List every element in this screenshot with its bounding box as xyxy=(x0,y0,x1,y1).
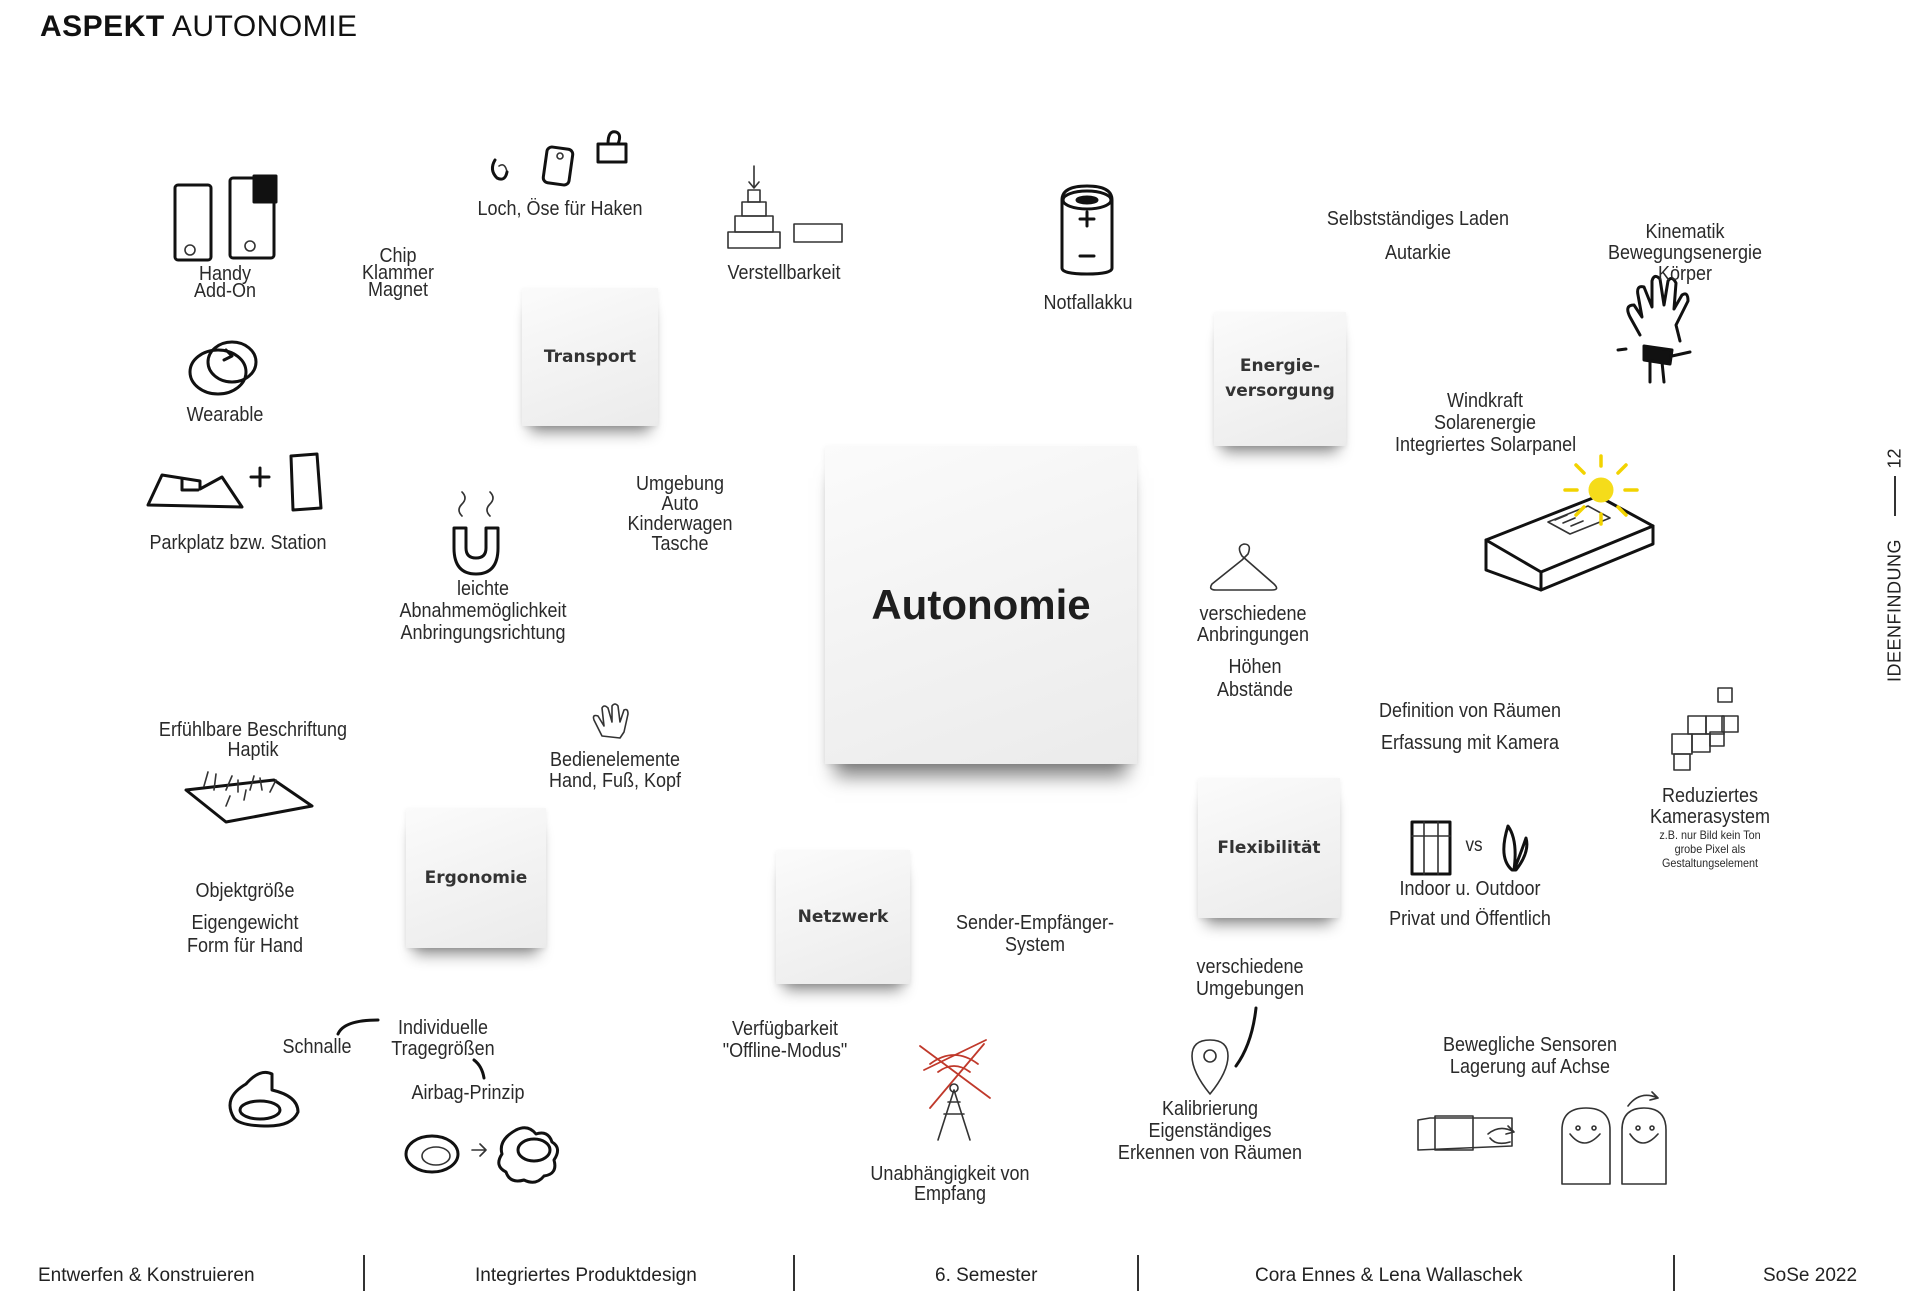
idea-kalibrierung-line1: Kalibrierung xyxy=(1161,1098,1259,1120)
idea-schnalle-text: Schnalle xyxy=(282,1036,352,1058)
category-label-netzwerk: Netzwerk xyxy=(797,906,889,927)
idea-umgebung-line2: Auto xyxy=(661,493,699,515)
idea-verstellbarkeit-text: Verstellbarkeit xyxy=(727,262,841,284)
idea-leichte-line3: Anbringungsrichtung xyxy=(400,622,566,644)
battery-sketch-icon xyxy=(1062,186,1112,274)
idea-bewegliche-line2: Lagerung auf Achse xyxy=(1449,1056,1611,1078)
idea-eigengewicht xyxy=(178,912,313,958)
idea-unabhaengigkeit-line2: Empfang xyxy=(913,1183,987,1205)
idea-indoor-text: Indoor u. Outdoor xyxy=(1399,878,1541,900)
side-divider xyxy=(1894,476,1896,516)
idea-sender-line1: Sender-Empfänger- xyxy=(955,912,1115,934)
idea-chip-line3: Magnet xyxy=(367,279,429,301)
idea-erfassung-text: Erfassung mit Kamera xyxy=(1380,732,1560,754)
idea-reduziertes-note3: Gestaltungselement xyxy=(1661,856,1759,870)
idea-wearable xyxy=(176,404,275,427)
footer-authors: Cora Ennes & Lena Wallaschek xyxy=(1255,1265,1523,1286)
idea-verstellbarkeit xyxy=(712,262,856,285)
category-note-energieversorgung xyxy=(1214,312,1346,446)
idea-chip-line2: Klammer xyxy=(361,262,434,284)
page-number: 12 xyxy=(1884,448,1905,469)
idea-reduziertes-kamerasystem xyxy=(1638,786,1782,870)
idea-selbststaendig-text: Selbstständiges Laden xyxy=(1326,208,1510,230)
category-label-ergonomie: Ergonomie xyxy=(424,867,528,888)
idea-windkraft xyxy=(1395,390,1575,456)
idea-selbststaendiges-laden xyxy=(1310,208,1526,231)
idea-eigengewicht-line2: Form für Hand xyxy=(186,935,304,957)
idea-anbringungen-line2: Anbringungen xyxy=(1196,624,1310,646)
idea-windkraft-line2: Solarenergie xyxy=(1433,412,1537,434)
category-note-transport xyxy=(522,288,658,426)
idea-umgebungen-line1: verschiedene xyxy=(1196,956,1304,978)
idea-erfuehlbare-line2: Haptik xyxy=(227,739,279,761)
idea-unabhaengigkeit xyxy=(851,1164,1049,1204)
idea-bewegliche-sensoren xyxy=(1431,1034,1629,1078)
footer-course: Entwerfen & Konstruieren xyxy=(38,1265,255,1286)
footer-separator xyxy=(363,1255,365,1291)
category-label-energie-1: Energie- xyxy=(1239,356,1321,376)
idea-reduziertes-note1: z.B. nur Bild kein Ton xyxy=(1659,828,1761,842)
magnet-sketch-icon xyxy=(454,492,498,574)
idea-kinematik-line1: Kinematik xyxy=(1645,221,1725,243)
idea-leichte-line2: Abnahmemöglichkeit xyxy=(399,600,567,622)
idea-objektgroesse xyxy=(187,880,304,903)
hook-sketch-icon xyxy=(492,132,626,186)
idea-reduziertes-line1: Reduziertes xyxy=(1661,785,1759,807)
braille-surface-sketch-icon xyxy=(186,772,312,822)
category-note-netzwerk xyxy=(776,850,910,984)
idea-autarkie-text: Autarkie xyxy=(1384,242,1452,264)
airbag-sketch-icon xyxy=(406,1128,558,1183)
idea-umgebungen-line2: Umgebungen xyxy=(1195,978,1305,1000)
idea-parkplatz xyxy=(139,532,337,555)
location-pin-sketch-icon xyxy=(1192,1040,1228,1094)
idea-sender-empfaenger xyxy=(950,912,1121,956)
station-plus-phone-sketch-icon xyxy=(148,454,321,510)
idea-umgebung-line1: Umgebung xyxy=(635,473,725,495)
category-label-transport: Transport xyxy=(543,346,637,367)
idea-wearable-text: Wearable xyxy=(186,404,264,426)
solar-box-sketch-icon xyxy=(1486,456,1653,590)
handy-addon-sketch-icon xyxy=(175,176,276,260)
idea-individuelle xyxy=(385,1018,502,1060)
idea-erfuehlbare xyxy=(141,720,366,760)
idea-indoor-outdoor xyxy=(1380,878,1560,901)
idea-kinematik xyxy=(1595,222,1775,285)
idea-reduziertes-line2: Kamerasystem xyxy=(1649,806,1771,828)
idea-loch xyxy=(461,198,659,221)
idea-individuelle-line1: Individuelle xyxy=(397,1017,489,1039)
idea-definition-text: Definition von Räumen xyxy=(1378,700,1562,722)
idea-umgebung-line3: Kinderwagen xyxy=(627,513,733,535)
side-section-label xyxy=(1880,440,1910,683)
idea-bewegliche-line1: Bewegliche Sensoren xyxy=(1442,1034,1618,1056)
footer-separator xyxy=(1137,1255,1139,1291)
idea-hoehen xyxy=(1206,656,1305,702)
idea-airbag xyxy=(405,1082,531,1105)
idea-privat-text: Privat und Öffentlich xyxy=(1389,908,1551,930)
idea-leichte-line1: leichte xyxy=(456,578,510,600)
idea-reduziertes-note2: grobe Pixel als xyxy=(1674,842,1746,856)
footer-program: Integriertes Produktdesign xyxy=(475,1265,697,1286)
hand-movement-sketch-icon xyxy=(1618,276,1690,382)
idea-chip-line1: Chip xyxy=(379,245,417,267)
wearable-sketch-icon xyxy=(190,342,256,394)
category-label-flexibilitaet: Flexibilität xyxy=(1217,837,1321,858)
idea-kinematik-line2: Bewegungsenergie xyxy=(1607,242,1763,264)
idea-erfuehlbare-line1: Erfühlbare Beschriftung xyxy=(158,719,348,741)
idea-verfuegbarkeit-line2: "Offline-Modus" xyxy=(722,1040,848,1062)
idea-leichte-abnahme xyxy=(389,578,578,644)
idea-kalibrierung xyxy=(1111,1098,1309,1164)
idea-individuelle-line2: Tragegrößen xyxy=(391,1038,495,1060)
category-label-energie-2: versorgung xyxy=(1225,381,1335,401)
signal-tower-crossed-sketch-icon xyxy=(920,1040,990,1140)
idea-windkraft-line3: Integriertes Solarpanel xyxy=(1395,434,1577,456)
idea-eigengewicht-line1: Eigengewicht xyxy=(191,912,299,934)
footer-separator xyxy=(793,1255,795,1291)
idea-handy-line2: Add-On xyxy=(193,280,257,302)
idea-privat xyxy=(1380,908,1560,931)
footer-semester: 6. Semester xyxy=(935,1265,1038,1286)
category-note-flexibilitaet xyxy=(1198,778,1340,918)
center-label: Autonomie xyxy=(871,581,1091,628)
idea-handy-line1: Handy xyxy=(198,263,252,285)
center-note-autonomie xyxy=(825,446,1137,764)
idea-verschiedene-umgebungen xyxy=(1187,956,1313,1000)
idea-autarkie xyxy=(1364,242,1472,265)
idea-umgebung xyxy=(622,474,739,554)
idea-verfuegbarkeit xyxy=(709,1018,862,1062)
idea-chip xyxy=(353,245,443,301)
idea-notfallakku xyxy=(1025,292,1151,315)
stacked-tiers-sketch-icon xyxy=(728,166,842,248)
idea-hoehen-line1: Höhen xyxy=(1228,656,1282,678)
idea-windkraft-line1: Windkraft xyxy=(1446,390,1524,412)
idea-parkplatz-text: Parkplatz bzw. Station xyxy=(149,532,327,554)
idea-bedienelemente-line1: Bedienelemente xyxy=(549,749,681,771)
moving-sensor-sketch-icon xyxy=(1418,1092,1666,1184)
idea-verfuegbarkeit-line1: Verfügbarkeit xyxy=(731,1018,839,1040)
section-name: IDEENFINDUNG xyxy=(1884,539,1905,683)
idea-vs-text: vs xyxy=(1465,835,1483,856)
idea-anbringungen-line1: verschiedene xyxy=(1199,603,1307,625)
footer-term: SoSe 2022 xyxy=(1763,1265,1858,1286)
idea-objektgroesse-text: Objektgröße xyxy=(195,880,295,902)
idea-umgebung-line4: Tasche xyxy=(651,533,709,555)
hanger-sketch-icon xyxy=(1211,544,1277,590)
title-rest: AUTONOMIE xyxy=(171,10,358,43)
idea-verschiedene-anbringungen xyxy=(1186,604,1321,646)
idea-schnalle xyxy=(277,1036,358,1059)
idea-kinematik-line3: Körper xyxy=(1657,263,1713,285)
idea-unabhaengigkeit-line1: Unabhängigkeit von xyxy=(870,1163,1030,1185)
idea-notfallakku-text: Notfallakku xyxy=(1043,292,1133,314)
idea-erfassung xyxy=(1362,732,1578,755)
footer xyxy=(0,1255,1920,1293)
idea-sender-line2: System xyxy=(1004,934,1066,956)
idea-kalibrierung-line3: Erkennen von Räumen xyxy=(1117,1142,1303,1164)
idea-handy xyxy=(176,263,275,302)
idea-airbag-text: Airbag-Prinzip xyxy=(411,1082,525,1104)
title-bold: ASPEKT xyxy=(40,10,165,43)
idea-vs xyxy=(1456,834,1492,857)
category-note-ergonomie xyxy=(406,808,546,948)
idea-bedienelemente xyxy=(534,750,696,792)
footer-separator xyxy=(1673,1255,1675,1291)
idea-loch-text: Loch, Öse für Haken xyxy=(477,198,643,220)
pixel-camera-sketch-icon xyxy=(1672,688,1738,770)
idea-hoehen-line2: Abstände xyxy=(1216,679,1294,701)
idea-bedienelemente-line2: Hand, Fuß, Kopf xyxy=(548,770,682,792)
hand-touch-sketch-icon xyxy=(594,704,629,738)
connector-line-icon xyxy=(1236,1008,1256,1066)
idea-definition xyxy=(1362,700,1578,723)
idea-kalibrierung-line2: Eigenständiges xyxy=(1148,1120,1272,1142)
